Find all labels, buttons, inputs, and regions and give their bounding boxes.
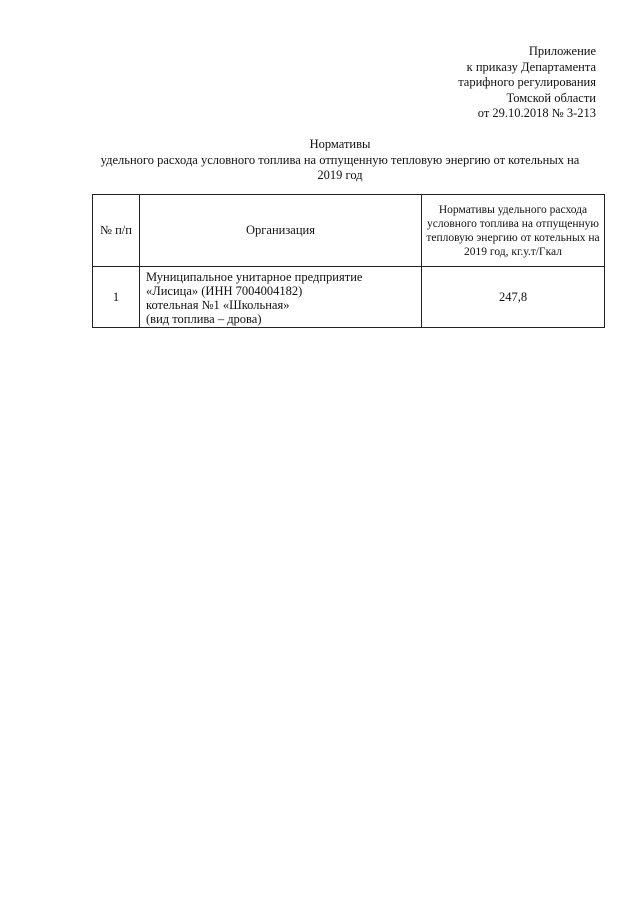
title-line-1: Нормативы (309, 137, 371, 151)
org-line: (вид топлива – дрова) (146, 311, 262, 326)
cell-organization (140, 267, 422, 328)
table-header-row (93, 195, 605, 267)
title-line-2: удельного расхода условного топлива на отпущенную тепловую энергию от котельных на (100, 152, 580, 167)
table-row (93, 267, 605, 328)
document-title (60, 137, 620, 184)
appendix-line: к приказу Департамента (466, 59, 596, 74)
cell-number: 1 (93, 267, 140, 328)
norms-table (92, 194, 605, 328)
cell-norm-value: 247,8 (422, 267, 605, 328)
org-line: «Лисица» (ИНН 7004004182) (146, 283, 303, 298)
appendix-line: Томской области (506, 90, 596, 105)
org-line: котельная №1 «Школьная» (146, 297, 290, 312)
header-norm: Нормативы удельного расхода условного топлива на отпущенную тепловую энергию от котельных на 2019 год, кг.у.т/Гкал (422, 195, 605, 267)
header-organization: Организация (140, 195, 422, 267)
appendix-date-line: от 29.10.2018 № 3-213 (477, 106, 596, 120)
header-number: № п/п (93, 195, 140, 267)
appendix-header (458, 44, 596, 122)
appendix-line: тарифного регулирования (458, 75, 596, 89)
title-line-3: 2019 год (317, 168, 363, 182)
org-line: Муниципальное унитарное предприятие (146, 269, 363, 284)
appendix-line: Приложение (528, 44, 596, 58)
